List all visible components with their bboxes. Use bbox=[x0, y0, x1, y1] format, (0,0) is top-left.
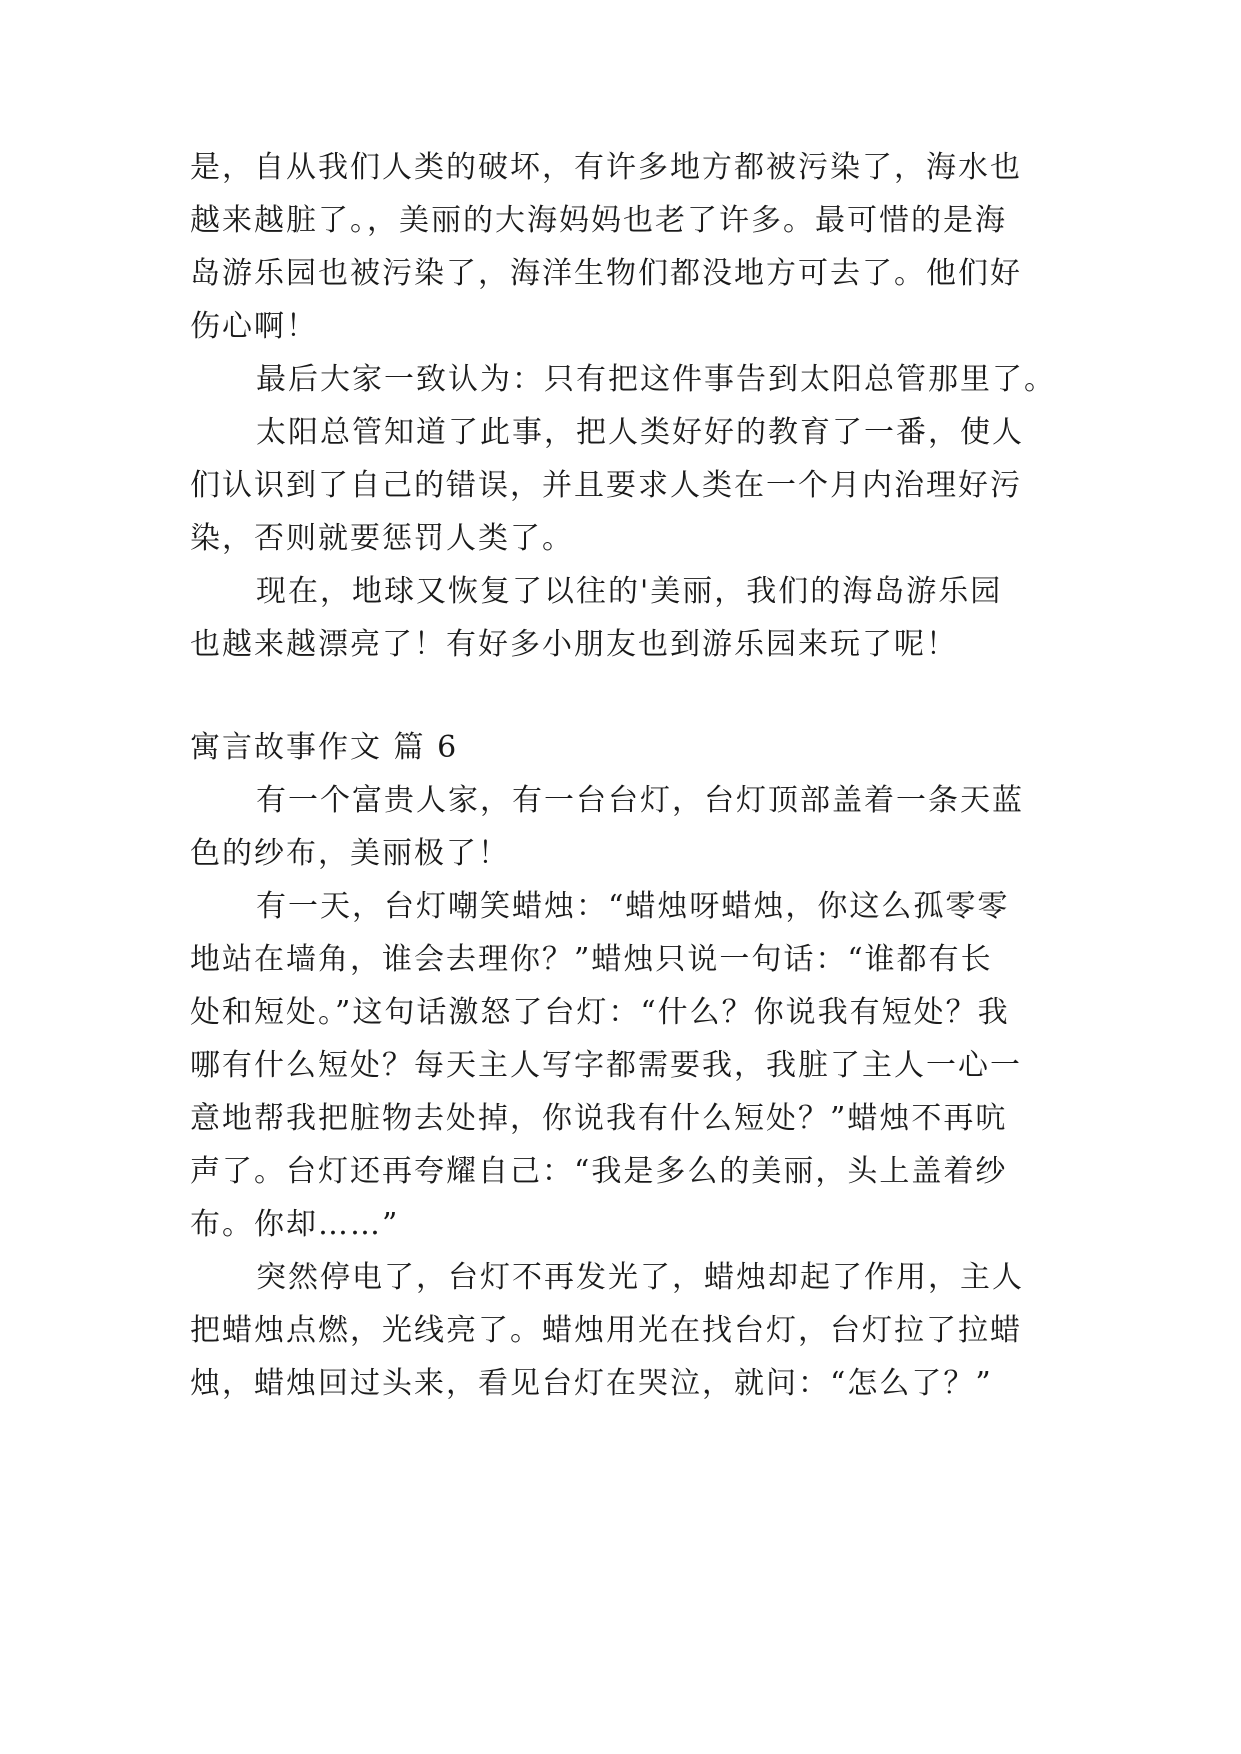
text-line: 处和短处。”这句话激怒了台灯：“什么？你说我有短处？我 bbox=[190, 995, 1010, 1030]
text-line: 意地帮我把脏物去处掉，你说我有什么短处？”蜡烛不再吭 bbox=[190, 1101, 1008, 1136]
text-line: 有一天，台灯嘲笑蜡烛：“蜡烛呀蜡烛，你这么孤零零 bbox=[256, 889, 1010, 924]
text-line: 最后大家一致认为：只有把这件事告到太阳总管那里了。 bbox=[256, 362, 1056, 397]
text-line: 也越来越漂亮了！有好多小朋友也到游乐园来玩了呢！ bbox=[190, 627, 958, 662]
text-line: 伤心啊！ bbox=[190, 309, 318, 344]
text-line: 岛游乐园也被污染了，海洋生物们都没地方可去了。他们好 bbox=[190, 256, 1022, 291]
text-line: 现在，地球又恢复了以往的'美丽，我们的海岛游乐园 bbox=[256, 574, 1003, 609]
text-line: 哪有什么短处？每天主人写字都需要我，我脏了主人一心一 bbox=[190, 1048, 1022, 1083]
text-line: 突然停电了，台灯不再发光了，蜡烛却起了作用，主人 bbox=[256, 1260, 1024, 1295]
text-line: 声了。台灯还再夸耀自己：“我是多么的美丽，头上盖着纱 bbox=[190, 1154, 1008, 1189]
text-line: 有一个富贵人家，有一台台灯，台灯顶部盖着一条天蓝 bbox=[256, 783, 1024, 818]
section-heading: 寓言故事作文 篇 6 bbox=[190, 730, 459, 765]
text-line: 是，自从我们人类的破坏，有许多地方都被污染了，海水也 bbox=[190, 150, 1022, 185]
text-line: 布。你却……” bbox=[190, 1207, 400, 1242]
text-line: 把蜡烛点燃，光线亮了。蜡烛用光在找台灯，台灯拉了拉蜡 bbox=[190, 1313, 1022, 1348]
text-line: 地站在墙角，谁会去理你？”蜡烛只说一句话：“谁都有长 bbox=[190, 942, 993, 977]
text-line: 太阳总管知道了此事，把人类好好的教育了一番，使人 bbox=[256, 415, 1024, 450]
text-line: 染，否则就要惩罚人类了。 bbox=[190, 521, 574, 556]
text-line: 越来越脏了。，美丽的大海妈妈也老了许多。最可惜的是海 bbox=[190, 203, 1007, 238]
text-line: 们认识到了自己的错误，并且要求人类在一个月内治理好污 bbox=[190, 468, 1022, 503]
text-line: 烛，蜡烛回过头来，看见台灯在哭泣，就问：“怎么了？” bbox=[190, 1366, 993, 1401]
text-line: 色的纱布，美丽极了！ bbox=[190, 836, 510, 871]
